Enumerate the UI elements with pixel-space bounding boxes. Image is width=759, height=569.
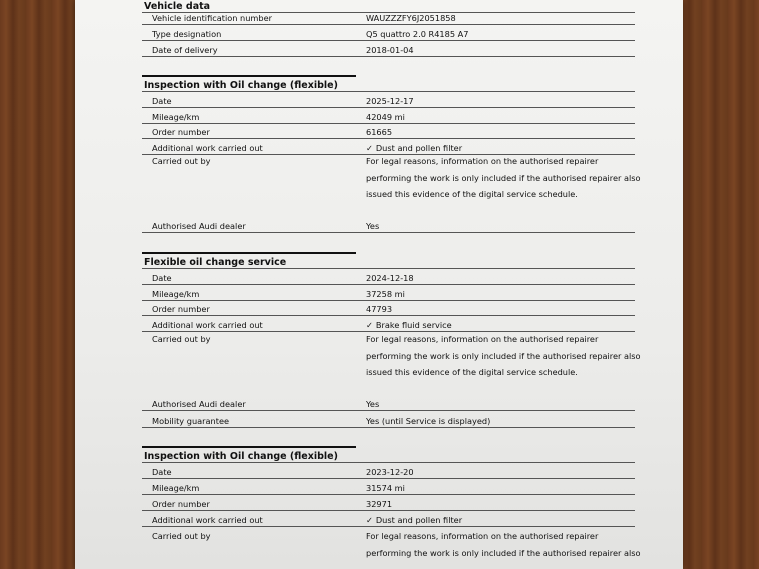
service-1-order-row xyxy=(142,123,635,139)
mileage-label: Mileage/km xyxy=(152,112,200,122)
type-value: Q5 quattro 2.0 R4185 A7 xyxy=(366,29,469,39)
order-label: Order number xyxy=(152,499,210,509)
service-2-order-row xyxy=(142,300,635,316)
carried-line: For legal reasons, information on the authorised repairer xyxy=(366,531,599,541)
date-value: 2024-12-18 xyxy=(366,273,414,283)
mileage-label: Mileage/km xyxy=(152,483,200,493)
service-document xyxy=(75,0,683,569)
service-3-date-row xyxy=(142,463,635,479)
service-2-date-row xyxy=(142,269,635,285)
carried-line: issued this evidence of the digital service schedule. xyxy=(366,189,578,199)
dealer-value: Yes xyxy=(366,399,380,409)
type-label: Type designation xyxy=(152,29,222,39)
service-3-mileage-row xyxy=(142,479,635,495)
work-value: Dust and pollen filter xyxy=(375,515,463,525)
order-value: 32971 xyxy=(366,499,393,509)
type-row xyxy=(142,25,635,41)
date-value: 2023-12-20 xyxy=(366,467,414,477)
vin-row xyxy=(142,9,635,25)
service-1-title: Inspection with Oil change (flexible) xyxy=(142,75,356,91)
date-value: 2025-12-17 xyxy=(366,96,414,106)
work-label: Additional work carried out xyxy=(152,515,263,525)
work-label: Additional work carried out xyxy=(152,143,263,153)
service-2-carried-block xyxy=(152,331,641,381)
delivery-row xyxy=(142,41,635,57)
service-3-order-row xyxy=(142,495,635,511)
service-1-mileage-row xyxy=(142,108,635,124)
carried-label: Carried out by xyxy=(152,156,211,166)
check-icon: ✓ xyxy=(366,143,373,153)
carried-line: For legal reasons, information on the authorised repairer xyxy=(366,334,599,344)
mileage-label: Mileage/km xyxy=(152,289,200,299)
service-2-dealer-row xyxy=(142,395,635,411)
service-1-carried-block xyxy=(152,153,641,203)
dealer-label: Authorised Audi dealer xyxy=(152,221,246,231)
mileage-value: 37258 mi xyxy=(366,289,405,299)
carried-line: issued this evidence of the digital service schedule. xyxy=(366,367,578,377)
work-label: Additional work carried out xyxy=(152,320,263,330)
check-icon: ✓ xyxy=(366,515,373,525)
vin-value: WAUZZZFY6J2051858 xyxy=(366,13,456,23)
carried-line: performing the work is only included if the authorised repairer also xyxy=(366,350,641,361)
service-2-mileage-row xyxy=(142,285,635,301)
delivery-value: 2018-01-04 xyxy=(366,45,414,55)
service-2-mobility-row xyxy=(142,412,635,428)
date-label: Date xyxy=(152,96,172,106)
service-3-carried-block xyxy=(152,528,641,561)
carried-label: Carried out by xyxy=(152,531,211,541)
service-1-date-row xyxy=(142,92,635,108)
order-label: Order number xyxy=(152,304,210,314)
vehicle-data-title: Vehicle data xyxy=(142,0,356,12)
mobility-label: Mobility guarantee xyxy=(152,416,230,426)
order-value: 47793 xyxy=(366,304,393,314)
service-2-title: Flexible oil change service xyxy=(142,252,356,268)
date-label: Date xyxy=(152,467,172,477)
work-value: Dust and pollen filter xyxy=(375,143,463,153)
order-label: Order number xyxy=(152,127,210,137)
vin-label: Vehicle identification number xyxy=(152,13,272,23)
carried-line: performing the work is only included if the authorised repairer also xyxy=(366,172,641,183)
service-3-work-row xyxy=(142,511,635,527)
work-value: Brake fluid service xyxy=(375,320,452,330)
carried-line: For legal reasons, information on the authorised repairer xyxy=(366,156,599,166)
service-3-title: Inspection with Oil change (flexible) xyxy=(142,446,356,462)
dealer-value: Yes xyxy=(366,221,380,231)
date-label: Date xyxy=(152,273,172,283)
check-icon: ✓ xyxy=(366,320,373,330)
carried-line: performing the work is only included if the authorised repairer also xyxy=(366,547,641,558)
service-2-work-row xyxy=(142,316,635,332)
mileage-value: 31574 mi xyxy=(366,483,405,493)
mileage-value: 42049 mi xyxy=(366,112,405,122)
dealer-label: Authorised Audi dealer xyxy=(152,399,246,409)
order-value: 61665 xyxy=(366,127,393,137)
service-1-dealer-row xyxy=(142,217,635,233)
carried-label: Carried out by xyxy=(152,334,211,344)
delivery-label: Date of delivery xyxy=(152,45,218,55)
mobility-value: Yes (until Service is displayed) xyxy=(366,416,491,426)
